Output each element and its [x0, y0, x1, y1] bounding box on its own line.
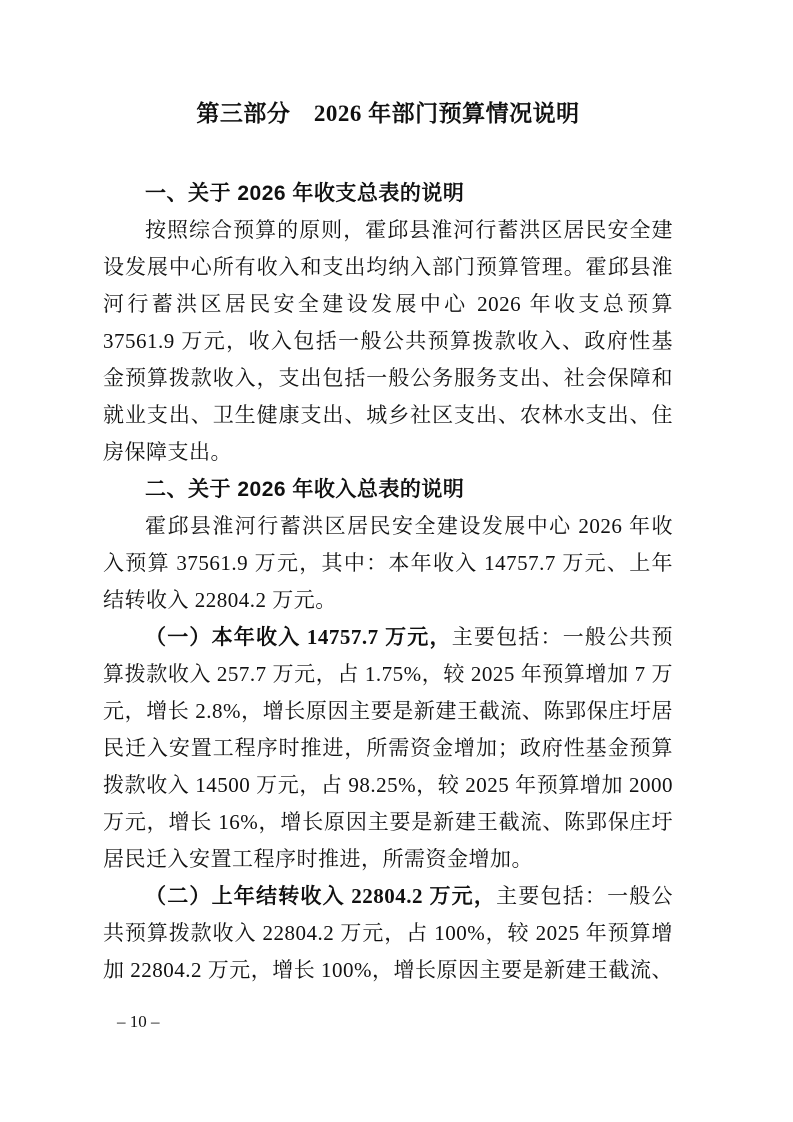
page-title: 第三部分 2026 年部门预算情况说明 — [196, 101, 580, 126]
paragraph-income-total: 霍邱县淮河行蓄洪区居民安全建设发展中心 2026 年收入预算 37561.9 万元，其中：本年收入 14757.7 万元、上年结转收入 22804.2 万元。 — [103, 514, 673, 612]
paragraph-budget-overview: 按照综合预算的原则，霍邱县淮河行蓄洪区居民安全建设发展中心所有收入和支出均纳入部门预算管理。霍邱县淮河行蓄洪区居民安全建设发展中心 2026 年收支总预算 37561.9 万元，收入包括一般公共预算拨款收入、政府性基金预算拨款收入，支出包括一般公务服务支出、社会保障和就业支出、卫生健康支出、城乡社区支出、农林水支出、住房保障支出。 — [103, 218, 673, 464]
page-content — [103, 95, 673, 989]
page-number: – 10 – — [117, 1012, 160, 1031]
section-heading-income-expense-summary: 一、关于 2026 年收支总表的说明 — [145, 182, 465, 205]
paragraph-text: 主要包括：一般公共预算拨款收入 22804.2 万元，占 100%，较 2025 年预算增加 22804.2 万元，增长 100%，增长原因主要是新建王截流、 — [103, 884, 674, 982]
paragraph-current-year-income — [103, 619, 673, 878]
paragraph-text: 主要包括：一般公共预算拨款收入 257.7 万元，占 1.75%，较 2025 年预算增加 7 万元，增长 2.8%，增长原因主要是新建王截流、陈郢保庄圩居民迁入安置工程序时推进，所需资金增加；政府性基金预算拨款收入 14500 万元，占 98.25%，较 2025 年预算增加 2000 万元，增长 16%，增长原因主要是新建王截流、陈郢保庄圩居民迁入安置工程序时推进，所需资金增加。 — [103, 625, 674, 871]
paragraph-lead-bold: （一）本年收入 14757.7 万元， — [145, 625, 452, 649]
paragraph-carryover-income — [103, 878, 673, 989]
section-heading-income-summary: 二、关于 2026 年收入总表的说明 — [145, 478, 465, 501]
paragraph-lead-bold: （二）上年结转收入 22804.2 万元， — [145, 884, 497, 908]
